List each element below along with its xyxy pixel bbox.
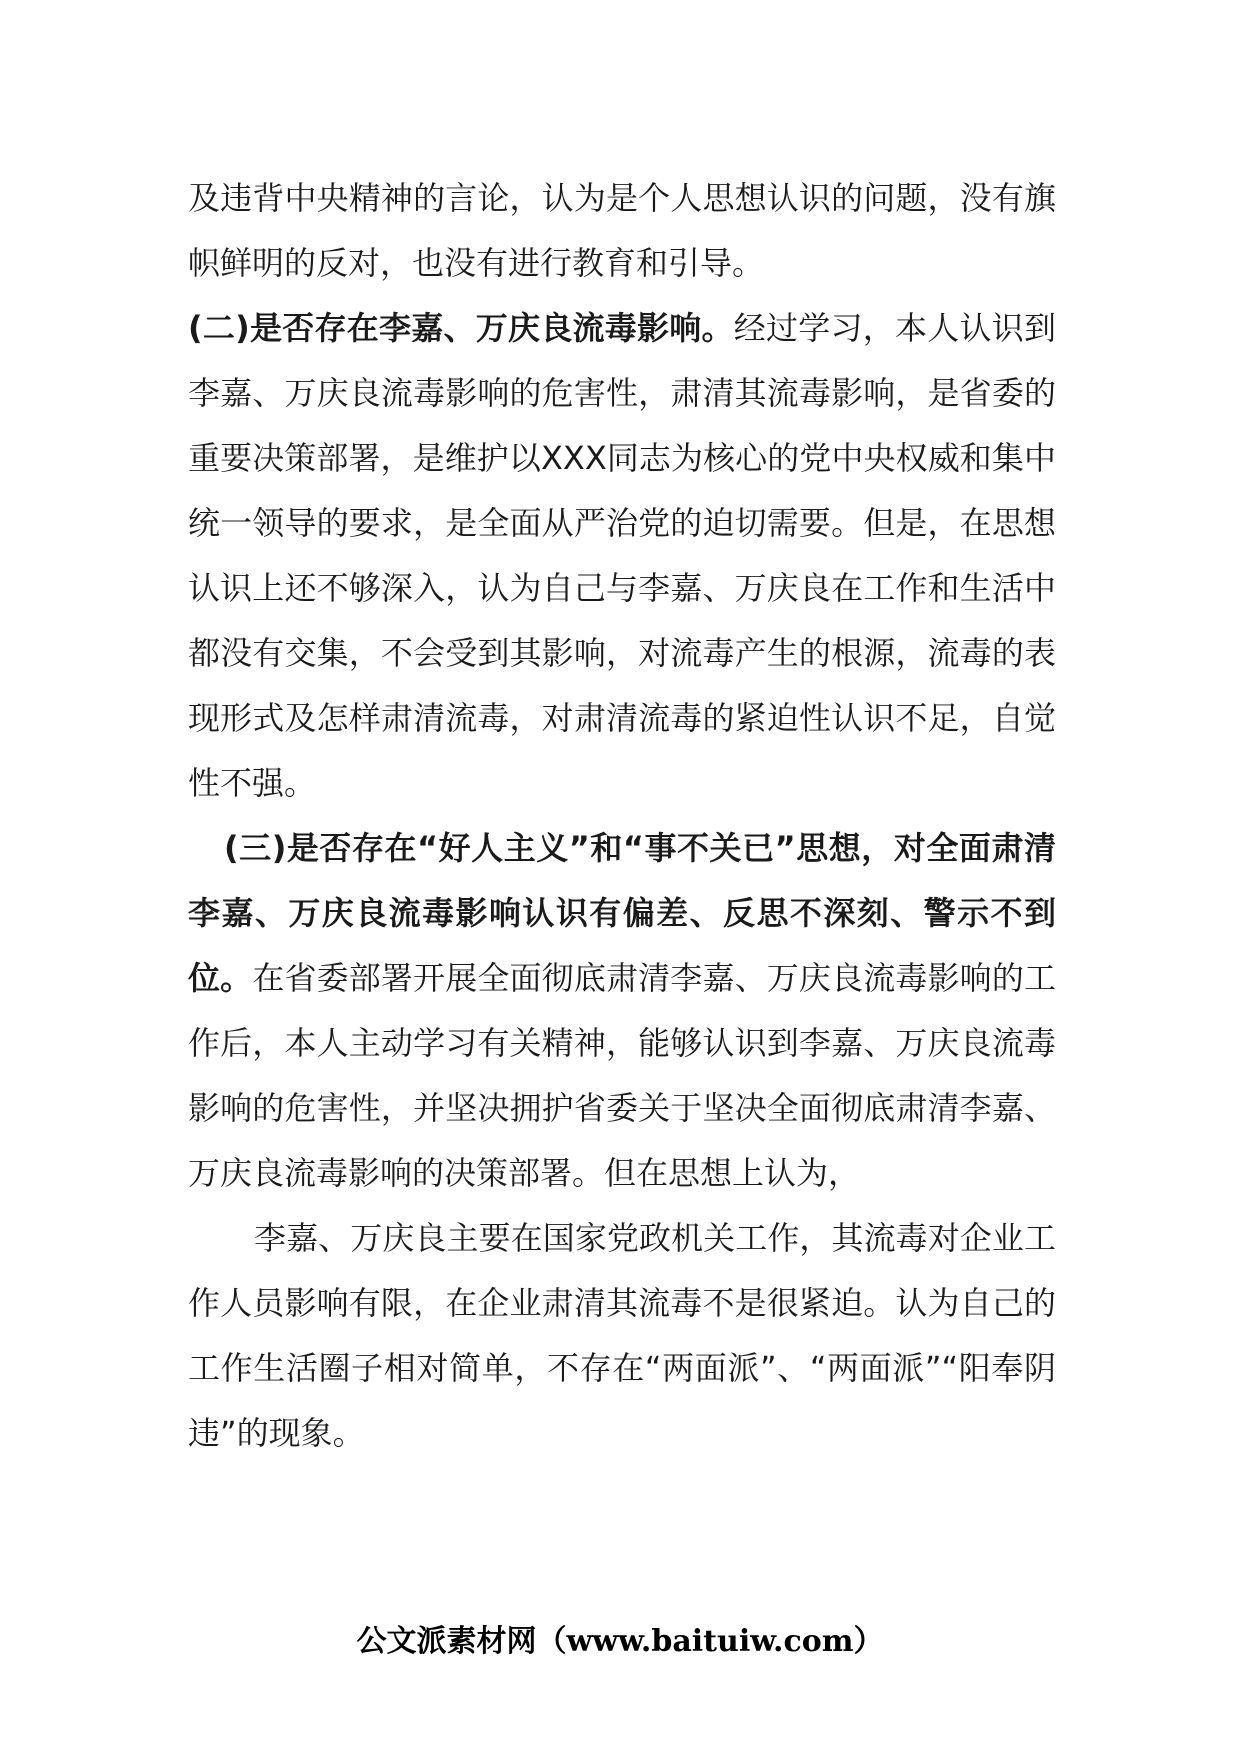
section-2-body: 经过学习，本人认识到李嘉、万庆良流毒影响的危害性，肃清其流毒影响，是省委的重要决策部署，是维护以XXX同志为核心的党中央权威和集中统一领导的要求，是全面从严治党的迫切需要。但是，在思想认识上还不够深入，认为自己与李嘉、万庆良在工作和生活中都没有交集，不会受到其影响，对流毒产生的根源，流毒的表现形式及怎样肃清流毒，对肃清流毒的紧迫性认识不足，自觉性不强。 bbox=[188, 309, 1056, 802]
paragraph-last: 李嘉、万庆良主要在国家党政机关工作，其流毒对企业工作人员影响有限，在企业肃清其流毒不是很紧迫。认为自己的工作生活圈子相对简单，不存在“两面派”、“两面派”“阳奉阴违”的现象。 bbox=[188, 1219, 1056, 1452]
paragraph-section-3 bbox=[188, 816, 1056, 1206]
section-2-heading: (二)是否存在李嘉、万庆良流毒影响。 bbox=[188, 309, 734, 347]
paragraph-section-2 bbox=[188, 296, 1056, 816]
footer-watermark: 公文派素材网（www.baituiw.com） bbox=[356, 1624, 884, 1659]
section-3-body: 在省委部署开展全面彻底肃清李嘉、万庆良流毒影响的工作后，本人主动学习有关精神，能够认识到李嘉、万庆良流毒影响的危害性，并坚决拥护省委关于坚决全面彻底肃清李嘉、万庆良流毒影响的决策部署。但在思想上认为， bbox=[188, 959, 1056, 1192]
document-body bbox=[188, 166, 1056, 1466]
paragraph-continuation: 及违背中央精神的言论，认为是个人思想认识的问题，没有旗帜鲜明的反对，也没有进行教育和引导。 bbox=[188, 179, 1056, 282]
section-3-heading: (三)是否存在“好人主义”和“事不关已”思想，对全面肃清李嘉、万庆良流毒影响认识有偏差、反思不深刻、警示不到位。 bbox=[188, 829, 1056, 997]
